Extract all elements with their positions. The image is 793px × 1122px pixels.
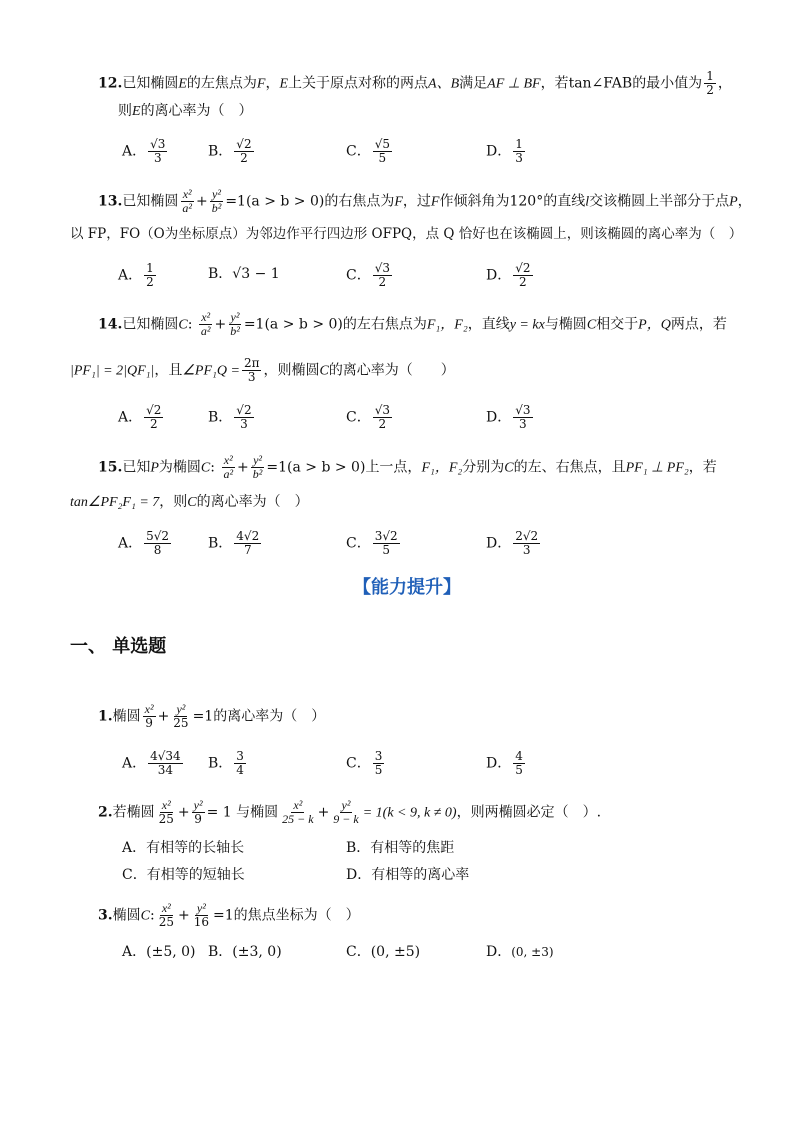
option-c[interactable]: C． $\frac{√3}{2}$ — [346, 261, 390, 289]
option-a[interactable]: A．有相等的长轴长 — [122, 840, 245, 856]
q14-line1: 14.已知椭圆C: $\frac{\text{x²}}{\text{a²}}$ + $\frac{\text{y²}}{\text{b²}}$ =1(a > b > 0)的左右焦点为F₁，F₂，直线y = kx与椭圆C相交于P，Q两点，若 — [98, 310, 727, 338]
option-a[interactable]: A． $\frac{√3}{3}$ — [122, 137, 166, 165]
option-b[interactable]: B．有相等的焦距 — [346, 840, 455, 856]
section-title: 【能力提升】 — [353, 577, 461, 598]
option-c[interactable]: C． $\frac{√5}{5}$ — [346, 137, 390, 165]
q12-line2: 则E的离心率为（ ） — [118, 103, 253, 119]
option-b[interactable]: B．(±3, 0) — [208, 944, 282, 960]
option-c[interactable]: C．(0, ±5) — [346, 944, 421, 960]
option-d[interactable]: D． $\frac{√3}{3}$ — [486, 403, 531, 431]
option-b[interactable]: B．√3 − 1 — [208, 266, 280, 282]
option-d[interactable]: D．(0, ±3) — [486, 944, 554, 960]
option-d[interactable]: D．有相等的离心率 — [346, 867, 470, 883]
option-b[interactable]: B． $\frac{3}{4}$ — [208, 749, 244, 777]
q12-line1: 12.已知椭圆E的左焦点为F，E上关于原点对称的两点A、B满足AF ⊥ BF，若tan∠FAB的最小值为 $\frac{1}{2}$ ， — [98, 69, 732, 97]
option-c[interactable]: C． $\frac{3√2}{5}$ — [346, 529, 398, 557]
option-a[interactable]: A． $\frac{4√34}{34}$ — [122, 749, 181, 777]
fraction: $\frac{1}{2}$ — [706, 69, 714, 97]
option-a[interactable]: A． $\frac{√2}{2}$ — [118, 403, 162, 431]
option-a[interactable]: A． $\frac{5√2}{8}$ — [118, 529, 170, 557]
option-c[interactable]: C． $\frac{3}{5}$ — [346, 749, 383, 777]
option-c[interactable]: C．有相等的短轴长 — [122, 867, 245, 883]
option-a[interactable]: A．(±5, 0) — [122, 944, 196, 960]
option-d[interactable]: D． $\frac{1}{3}$ — [486, 137, 523, 165]
p1-line: 1.椭圆 $\frac{\text{x²}}{9}$ + $\frac{\text{y²}}{25}$ =1的离心率为（ ） — [98, 702, 326, 730]
q13-line1: 13.已知椭圆 $\frac{\text{x²}}{\text{a²}}$ + $\frac{\text{y²}}{\text{b²}}$ =1(a > b > 0)的右焦点为F，过F作倾斜角为120°的直线l交该椭圆上半部分于点P， — [98, 187, 752, 215]
p2-line: 2.若椭圆 $\frac{\text{x²}}{25}$ + $\frac{\text{y²}}{9}$ = 1 与椭圆 $\frac{\text{x²}}{25 - k}$ + $\frac{\text{y²}}{9 - k}$ = 1(k < 9, k ≠ 0)，则两椭圆必定（ ）. — [98, 798, 602, 826]
option-b[interactable]: B． $\frac{4√2}{7}$ — [208, 529, 260, 557]
q15-line2: tan∠PF₂F₁ = 7，则C的离心率为（ ） — [70, 494, 309, 510]
option-d[interactable]: D． $\frac{4}{5}$ — [486, 749, 523, 777]
option-a[interactable]: A． $\frac{1}{2}$ — [118, 261, 154, 289]
q12-number: 12. — [98, 75, 123, 92]
p3-line: 3.椭圆C: $\frac{\text{x²}}{25}$ + $\frac{\text{y²}}{16}$ =1的焦点坐标为（ ） — [98, 901, 360, 929]
option-b[interactable]: B． $\frac{√2}{2}$ — [208, 137, 252, 165]
option-d[interactable]: D． $\frac{2√2}{3}$ — [486, 529, 539, 557]
q14-line2: |PF₁| = 2|QF₁|，且∠PF₁Q = $\frac{2\pi}{3}$ ，则椭圆C的离心率为（ ） — [70, 356, 455, 384]
q15-line1: 15.已知P为椭圆C: $\frac{\text{x²}}{\text{a²}}$ + $\frac{\text{y²}}{\text{b²}}$ =1(a > b > 0)上一点，F₁，F₂分别为C的左、右焦点，且PF₁ ⊥ PF₂，若 — [98, 453, 717, 481]
option-b[interactable]: B． $\frac{√2}{3}$ — [208, 403, 252, 431]
option-c[interactable]: C． $\frac{√3}{2}$ — [346, 403, 390, 431]
q13-line2: 以 FP，FO（O为坐标原点）为邻边作平行四边形 OFPQ，点 Q 恰好也在该椭圆上，则该椭圆的离心率为（ ） — [70, 226, 743, 242]
option-d[interactable]: D． $\frac{√2}{2}$ — [486, 261, 531, 289]
part-title: 一、 单选题 — [70, 636, 167, 657]
